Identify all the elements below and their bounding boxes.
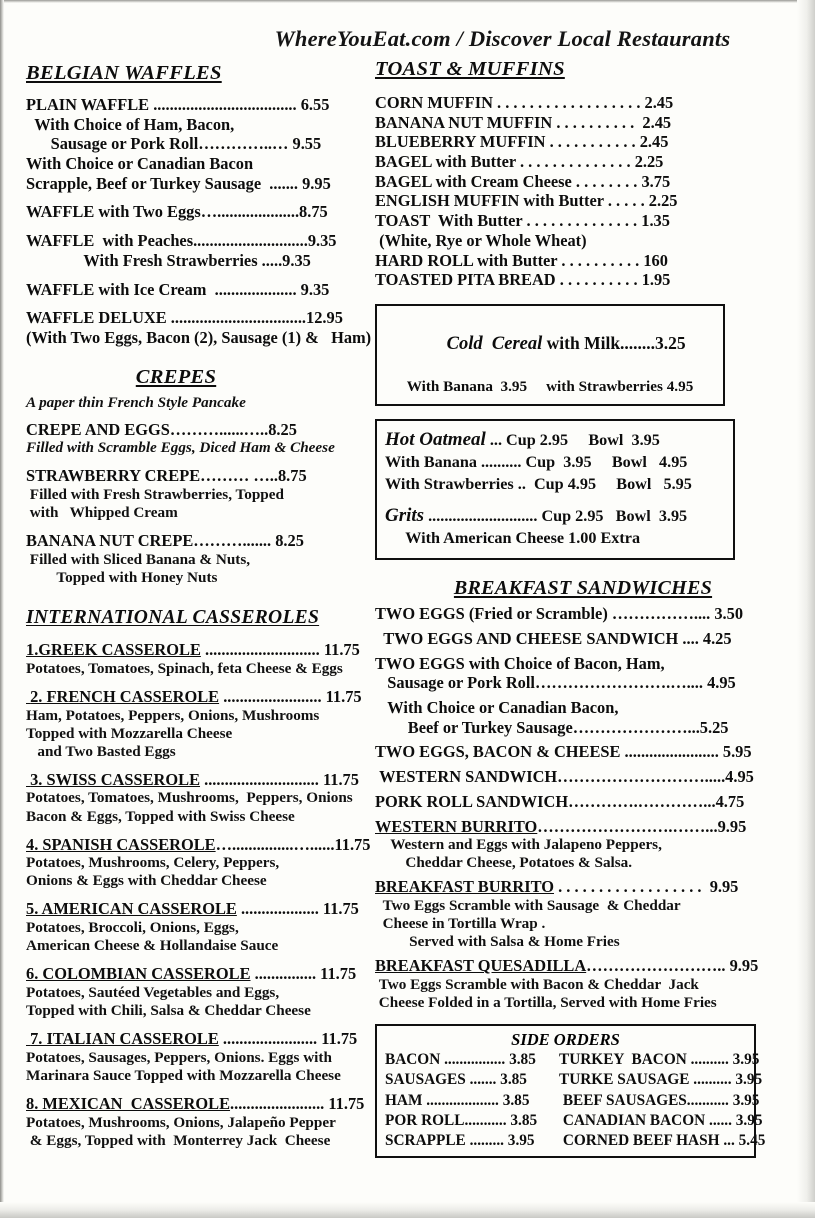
crepe-line: STRAWBERRY CREPE……… …..8.75 [26,466,307,486]
hot-cereal-row [385,504,725,529]
sandwich-price: . . . . . . . . . . . . . . . . . . 9.95 [553,877,739,897]
toast-line: (White, Rye or Whole Wheat) [375,230,587,250]
casserole-entry [26,1094,374,1159]
site-title: WhereYouEat.com / Discover Local Restaurants [274,26,731,51]
hot-cereal-row-emphasis: Grits [385,504,425,526]
casserole-description: Potatoes, Broccoli, Onions, Eggs, [26,919,239,937]
sandwich-line: Two Eggs Scramble with Sausage & Cheddar [375,897,681,915]
sandwich-line: Served with Salsa & Home Fries [375,933,620,951]
casserole-dot-leader: …...............…...... [215,834,335,854]
casserole-name: 5. AMERICAN CASSEROLE [26,899,237,919]
waffle-line: With Choice of Ham, Bacon, [26,114,235,134]
toast-muffins-list [375,93,791,290]
crepe-line: Topped with Honey Nuts [26,569,218,587]
side-order-item: BEEF SAUSAGES........... 3.95 [559,1091,760,1109]
casserole-name: 2. FRENCH CASSEROLE [26,686,220,706]
casserole-dot-leader: ................... [236,899,323,919]
casserole-name: 6. COLOMBIAN CASSEROLE [26,964,251,984]
casserole-name: 8. MEXICAN CASSEROLE [26,1094,231,1113]
section-heading-breakfast-sandwiches: BREAKFAST SANDWICHES [453,577,713,600]
sandwich-line: Cheese Folded in a Tortilla, Served with Home Fries [375,994,717,1012]
crepe-line: Filled with Fresh Strawberries, Topped [26,486,284,504]
casserole-title-row [26,687,374,707]
crepe-line: CREPE AND EGGS………......…..8.25 [26,419,297,439]
casserole-price: 11.75 [334,834,371,854]
spacer [26,1150,374,1159]
sandwich-line: TWO EGGS (Fried or Scramble) …………….... 3.50 [375,604,744,624]
casserole-description: Potatoes, Mushrooms, Celery, Peppers, [26,854,280,872]
waffle-line: WAFFLE with Two Eggs…....................8.75 [26,202,328,222]
spacer [26,826,374,835]
waffle-line: Scrapple, Beef or Turkey Sausage ....... 9.95 [26,173,331,193]
casserole-entry [26,899,374,964]
casserole-dot-leader: ....................... [230,1094,329,1113]
casserole-description: Potatoes, Sautéed Vegetables and Eggs, [26,984,280,1001]
waffle-line: Sausage or Pork Roll…………..… 9.55 [26,134,322,154]
sandwich-line: TWO EGGS with Choice of Bacon, Ham, [375,653,665,673]
toast-line: BANANA NUT MUFFIN . . . . . . . . . . 2.45 [375,112,672,132]
waffle-line: WAFFLE with Peaches............................9.35 [26,231,337,251]
spacer [26,271,374,280]
sandwich-line: Sausage or Pork Roll…………………….….... 4.95 [375,673,736,693]
casserole-entry [26,835,374,900]
hot-cereal-row-text: With Strawberries .. Cup 4.95 Bowl 5.95 [385,474,692,493]
side-orders-heading: SIDE ORDERS [511,1030,620,1050]
casserole-entry [26,687,374,770]
toast-line: BAGEL with Butter . . . . . . . . . . . . . . 2.25 [375,152,664,172]
casserole-name: 4. SPANISH CASSEROLE [26,834,216,854]
toast-line: HARD ROLL with Butter . . . . . . . . . . 160 [375,250,668,270]
section-heading-toast-muffins: TOAST & MUFFINS [375,58,565,80]
spacer [26,457,374,466]
sandwich-line: Beef or Turkey Sausage…………………...5.25 [375,717,729,737]
cold-cereal-title [383,311,717,377]
casserole-dot-leader: ........................ [219,686,326,706]
casserole-entry [26,640,374,687]
side-orders-box [375,1024,766,1158]
casserole-price: 11.75 [321,1029,358,1049]
casserole-name: 7. ITALIAN CASSEROLE [26,1029,219,1049]
sandwich-name: WESTERN BURRITO [375,816,538,836]
side-order-item: TURKE SAUSAGE .......... 3.95 [559,1071,763,1089]
cold-cereal-title-rest: with Milk........3.25 [542,332,686,353]
left-column [26,62,374,1159]
spacer [26,1085,374,1094]
side-order-item: SCRAPPLE ......... 3.95 [385,1132,535,1150]
waffle-line: With Choice or Canadian Bacon [26,154,254,174]
casserole-description: Potatoes, Tomatoes, Spinach, feta Cheese & Eggs [26,659,343,677]
page-edge-bottom [0,1202,815,1218]
side-order-item: HAM ................... 3.85 [385,1091,530,1109]
spacer [26,890,374,899]
cold-cereal-box [375,304,725,406]
casserole-title-row [26,899,374,919]
page-edge-top [0,0,815,3]
crepe-line: with Whipped Cream [26,504,178,522]
side-order-item: TURKEY BACON .......... 3.95 [559,1051,760,1069]
side-order-item: SAUSAGES ....... 3.85 [385,1071,527,1089]
casserole-title-row [26,1029,374,1049]
side-order-item: POR ROLL........... 3.85 [385,1111,538,1129]
casserole-description: Potatoes, Mushrooms, Onions, Jalapeño Pepper [26,1113,336,1131]
hot-cereal-row [385,474,725,495]
breakfast-sandwiches-list [375,604,791,1012]
waffle-line: PLAIN WAFFLE ................................... 6.55 [26,95,330,114]
casserole-title-row [26,1094,374,1114]
casserole-title-row [26,640,374,660]
spacer [26,761,374,770]
hot-cereal-row [385,428,725,453]
waffle-line: With Fresh Strawberries .....9.35 [26,250,311,270]
casserole-description: Potatoes, Sausages, Peppers, Onions. Eggs with [26,1048,332,1066]
hot-cereal-row-text: With Banana .......... Cup 3.95 Bowl 4.95 [385,453,688,472]
casserole-description: American Cheese & Hollandaise Sauce [26,937,279,955]
sandwich-name: BREAKFAST QUESADILLA [375,956,587,976]
spacer [26,955,374,964]
casserole-name: 1.GREEK CASSEROLE [26,640,201,660]
hot-cereal-row [385,452,725,473]
spacer [26,193,374,202]
sandwich-line: Western and Eggs with Jalapeno Peppers, [375,836,662,854]
crepe-line: BANANA NUT CREPE………....... 8.25 [26,531,304,551]
casserole-description: Topped with Mozzarella Cheese [26,724,233,742]
casserole-description: Bacon & Eggs, Topped with Swiss Cheese [26,807,295,825]
spacer [26,299,374,308]
casserole-price: 11.75 [320,964,357,984]
section-heading-crepes: CREPES [135,365,217,388]
casseroles-list [26,640,374,1159]
sandwich-price: …………………….. 9.95 [586,956,759,976]
page-edge-left [0,0,4,1218]
casserole-title-row [26,964,374,984]
casserole-description: Marinara Sauce Topped with Mozzarella Cheese [26,1066,341,1084]
casserole-description: Ham, Potatoes, Peppers, Onions, Mushrooms [26,706,320,724]
sandwich-line: Two Eggs Scramble with Bacon & Cheddar Jack [375,976,699,993]
toast-line: CORN MUFFIN . . . . . . . . . . . . . . . . . . 2.45 [375,93,674,112]
casserole-title-row [26,835,374,855]
sandwich-name: BREAKFAST BURRITO [375,877,554,897]
side-orders-grid [385,1050,766,1150]
toast-line: TOAST With Butter . . . . . . . . . . . . . . 1.35 [375,211,670,231]
sandwich-line: Cheese in Tortilla Wrap . [375,915,546,933]
crepe-line: Filled with Scramble Eggs, Diced Ham & Cheese [26,439,335,457]
hot-cereal-row-emphasis: Hot Oatmeal [385,428,486,450]
spacer [26,678,374,687]
side-order-item: CANADIAN BACON ...... 3.95 [559,1111,763,1129]
sandwich-price: …………………….……...9.95 [537,816,747,836]
casserole-price: 11.75 [325,686,362,706]
spacer [26,522,374,531]
sandwich-line: TWO EGGS AND CHEESE SANDWICH .... 4.25 [375,629,732,649]
hot-cereal-row-text: With American Cheese 1.00 Extra [385,529,641,548]
sandwich-line [375,956,791,976]
spacer [26,222,374,231]
right-column [375,58,791,1158]
casserole-entry [26,1029,374,1094]
hot-cereal-rows [385,428,725,550]
casserole-dot-leader: ............... [250,964,321,984]
toast-line: BAGEL with Cream Cheese . . . . . . . . 3.75 [375,171,671,191]
sandwich-line [375,817,791,837]
casserole-dot-leader: ............................ [200,640,324,660]
casserole-entry [26,964,374,1029]
toast-line: BLUEBERRY MUFFIN . . . . . . . . . . . 2.45 [375,132,669,152]
casserole-price: 11.75 [323,640,360,660]
cold-cereal-sub: With Banana 3.95 with Strawberries 4.95 [406,378,694,396]
section-heading-international-casseroles: INTERNATIONAL CASSEROLES [26,607,320,629]
page-edge-right [797,0,815,1218]
toast-line: TOASTED PITA BREAD . . . . . . . . . . 1.95 [375,270,671,290]
casserole-description: Potatoes, Tomatoes, Mushrooms, Peppers, Onions [26,789,353,807]
casserole-name: 3. SWISS CASSEROLE [26,769,201,789]
section-heading-belgian-waffles: BELGIAN WAFFLES [26,62,222,84]
sandwich-line: WESTERN SANDWICH……………………….....4.95 [375,767,754,787]
casserole-description: Topped with Chili, Salsa & Cheddar Cheese [26,1002,311,1020]
hot-cereal-box [375,419,735,561]
waffle-line: (With Two Eggs, Bacon (2), Sausage (1) & Ham) [26,327,372,347]
casserole-title-row [26,770,374,790]
spacer [26,1020,374,1029]
sandwich-line [375,877,791,897]
casserole-entry [26,770,374,835]
sandwich-line: TWO EGGS, BACON & CHEESE ....................... 5.95 [375,742,752,762]
casserole-price: 11.75 [322,769,359,789]
side-order-item: CORNED BEEF HASH ... 5.45 [559,1132,766,1150]
casserole-description: Onions & Eggs with Cheddar Cheese [26,872,267,890]
cold-cereal-title-emphasis: Cold Cereal [446,333,543,354]
casserole-dot-leader: ....................... [218,1029,322,1049]
casserole-description: and Two Basted Eggs [26,742,176,760]
waffle-line: WAFFLE DELUXE .................................12.95 [26,308,343,328]
casserole-description: & Eggs, Topped with Monterrey Jack Cheese [26,1131,331,1149]
sandwich-line: With Choice or Canadian Bacon, [375,698,619,718]
hot-cereal-row-text: ........................... Cup 2.95 Bowl 3.95 [424,506,688,525]
belgian-waffles-list [26,95,374,348]
crepes-subtitle: A paper thin French Style Pancake [26,393,246,411]
sandwich-line: PORK ROLL SANDWICH………….…………...4.75 [375,791,745,811]
waffle-line: WAFFLE with Ice Cream .................... 9.35 [26,279,330,299]
hot-cereal-row [385,528,725,549]
sandwich-line: Cheddar Cheese, Potatoes & Salsa. [375,854,633,872]
casserole-price: 11.75 [322,899,359,919]
crepes-list [26,420,374,587]
casserole-dot-leader: ............................ [200,769,323,789]
hot-cereal-row-text: ... Cup 2.95 Bowl 3.95 [485,430,660,449]
casserole-price: 11.75 [328,1094,365,1113]
crepe-line: Filled with Sliced Banana & Nuts, [26,550,251,568]
toast-line: ENGLISH MUFFIN with Butter . . . . . 2.25 [375,191,678,211]
side-order-item: BACON ................ 3.85 [385,1051,536,1069]
